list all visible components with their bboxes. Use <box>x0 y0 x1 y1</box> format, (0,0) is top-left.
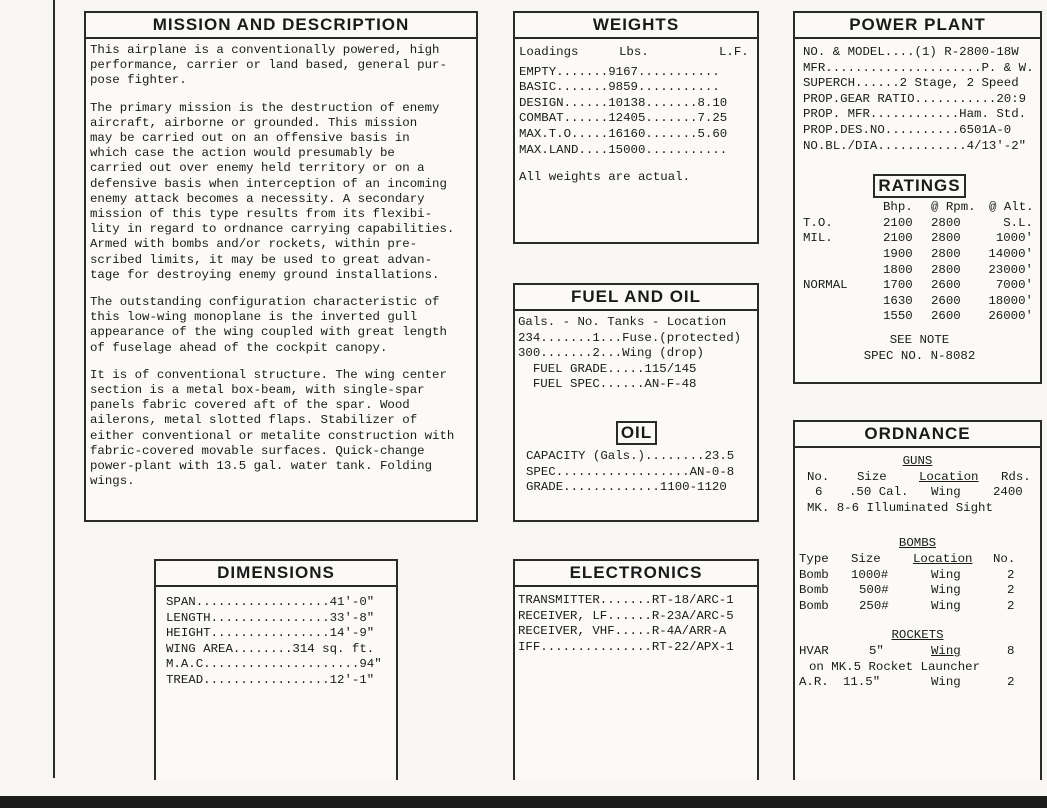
ratings-header-row <box>803 200 1036 216</box>
bombs-col-location: Location <box>913 551 973 566</box>
dimensions-body <box>156 587 396 689</box>
fuel-line: 234.......1...Fuse.(protected) <box>518 330 742 345</box>
bomb-location: Wing <box>931 583 961 598</box>
rating-label: T.O. <box>803 215 833 230</box>
weights-row: COMBAT......12405.......7.25 <box>519 111 728 126</box>
rating-label <box>803 309 883 325</box>
dimension-line: LENGTH................33'-8" <box>166 610 375 625</box>
weights-row: MAX.LAND....15000........... <box>519 142 728 157</box>
fuel-line: 300.......2...Wing (drop) <box>518 346 704 361</box>
see-note: SEE NOTE <box>889 332 950 347</box>
dimension-line: WING AREA........314 sq. ft. <box>166 641 375 656</box>
rating-alt: 23000' <box>988 262 1033 277</box>
guns-col-rds: Rds. <box>1001 469 1031 484</box>
guns-title: GUNS <box>902 454 933 468</box>
power-plant-line: NO.BL./DIA............4/13'-2" <box>803 138 1027 153</box>
bomb-size: 1000# <box>851 567 889 582</box>
power-plant-line: MFR.....................P. & W. <box>803 60 1034 75</box>
oil-line: GRADE.............1100-1120 <box>526 480 727 495</box>
guns-col-location: Location <box>919 469 979 484</box>
ratings-title: RATINGS <box>873 174 965 198</box>
rating-bhp: 1700 <box>883 278 913 293</box>
rating-bhp: 1800 <box>883 262 913 277</box>
rating-bhp: 1550 <box>883 309 913 324</box>
rating-bhp: 2100 <box>883 215 913 230</box>
rating-row <box>803 278 1036 294</box>
rocket-type: A.R. <box>799 675 829 690</box>
gun-sight: MK. 8-6 Illuminated Sight <box>807 500 993 515</box>
ordnance-box <box>793 420 1042 780</box>
guns-col-size: Size <box>857 469 887 484</box>
dimension-line: HEIGHT................14'-9" <box>166 626 375 641</box>
ordnance-body <box>795 448 1040 691</box>
weights-header-row <box>519 45 753 61</box>
rocket-size: 5" <box>869 643 884 658</box>
spec-number: SPEC NO. N-8082 <box>863 348 976 363</box>
rating-alt: S.L. <box>1003 215 1033 230</box>
bombs-title: BOMBS <box>898 536 937 551</box>
rating-bhp: 1630 <box>883 293 913 308</box>
rating-rpm: 2800 <box>931 246 961 261</box>
mission-description-box <box>84 11 478 522</box>
rocket-row <box>799 644 1036 660</box>
rating-bhp: 2100 <box>883 231 913 246</box>
rating-rpm: 2600 <box>931 278 961 293</box>
weights-col-lbs: Lbs. <box>619 45 649 59</box>
power-plant-line: NO. & MODEL....(1) R-2800-18W <box>803 45 1019 59</box>
rating-row <box>803 231 1036 247</box>
guns-no: 6 <box>815 485 823 500</box>
oil-line: CAPACITY (Gals.)........23.5 <box>526 448 735 463</box>
mission-paragraph-4: It is of conventional structure. The wing center section is a metal box-beam, with single-spar panels fabric covered aft of the spar. Wood ailerons, metal slotted flaps. Stabilizer of either conventional or metalite construction with fabric-covered movable surfaces. Quick-change power-plant with 13.5 gal. water tank. Folding wings. <box>90 367 455 489</box>
power-plant-line: PROP. MFR............Ham. Std. <box>803 107 1027 122</box>
rating-label: NORMAL <box>803 278 848 293</box>
rating-row <box>803 216 1036 232</box>
rating-alt: 14000' <box>988 246 1033 261</box>
left-margin-rule <box>53 0 55 778</box>
rating-row <box>803 294 1036 310</box>
bomb-row <box>799 568 1036 584</box>
rating-row <box>803 263 1036 279</box>
rocket-no: 8 <box>1007 643 1015 658</box>
oil-title-wrap <box>518 421 755 445</box>
bomb-row <box>799 583 1036 599</box>
rating-label <box>803 247 883 263</box>
electronics-line: RECEIVER, LF......R-23A/ARC-5 <box>518 608 734 623</box>
guns-row <box>799 485 1036 501</box>
mission-paragraph-3: The outstanding configuration characteristic of this low-wing monoplane is the inverted gull appearance of the wing coupled with great length of fuselage ahead of the cockpit canopy. <box>90 295 447 355</box>
bomb-no: 2 <box>1007 583 1015 598</box>
power-plant-line: PROP.GEAR RATIO...........20:9 <box>803 91 1027 106</box>
rating-alt: 7000' <box>995 278 1033 293</box>
rating-row <box>803 309 1036 325</box>
mission-paragraph-1: This airplane is a conventionally powered, high performance, carrier or land based, general pur- pose fighter. <box>90 43 447 88</box>
weights-row: EMPTY.......9167........... <box>519 64 720 79</box>
fuel-line: FUEL GRADE.....115/145 <box>518 361 697 376</box>
ratings-title-wrap <box>803 174 1036 198</box>
rating-label: MIL. <box>803 231 833 246</box>
guns-rds: 2400 <box>993 485 1023 500</box>
power-plant-line: SUPERCH......2 Stage, 2 Speed <box>803 76 1019 91</box>
power-plant-box <box>793 11 1042 384</box>
weights-row: MAX.T.O.....16160.......5.60 <box>519 126 728 141</box>
rating-label <box>803 263 883 279</box>
power-plant-title: POWER PLANT <box>795 13 1040 39</box>
bomb-type: Bomb <box>799 567 829 582</box>
electronics-line: IFF...............RT-22/APX-1 <box>518 639 734 654</box>
electronics-title: ELECTRONICS <box>515 561 757 587</box>
fuel-body <box>515 311 757 496</box>
electronics-box <box>513 559 759 780</box>
rocket-type: HVAR <box>799 643 829 658</box>
bombs-col-size: Size <box>851 551 881 566</box>
ratings-col-alt: @ Alt. <box>989 200 1034 215</box>
power-plant-line: PROP.DES.NO..........6501A-0 <box>803 122 1012 137</box>
rocket-launcher: on MK.5 Rocket Launcher <box>809 659 981 674</box>
bombs-header-row <box>799 552 1036 568</box>
weights-row: BASIC.......9859........... <box>519 80 720 95</box>
weights-col-loadings: Loadings <box>519 45 579 59</box>
dimension-line: SPAN..................41'-0" <box>166 595 375 609</box>
weights-col-lf: L.F. <box>719 45 749 59</box>
guns-header-row <box>799 470 1036 486</box>
weights-title: WEIGHTS <box>515 13 757 39</box>
dimension-line: TREAD.................12'-1" <box>166 672 375 687</box>
weights-note: All weights are actual. <box>519 170 691 185</box>
bomb-no: 2 <box>1007 598 1015 613</box>
oil-title: OIL <box>616 421 657 445</box>
rockets-title: ROCKETS <box>891 628 944 643</box>
rating-rpm: 2600 <box>931 293 961 308</box>
rocket-no: 2 <box>1007 675 1015 690</box>
electronics-line: RECEIVER, VHF.....R-4A/ARR-A <box>518 624 727 639</box>
bottom-edge-bar <box>0 796 1047 808</box>
ratings-col-bhp: Bhp. <box>883 200 913 215</box>
bomb-type: Bomb <box>799 598 829 613</box>
rating-rpm: 2800 <box>931 215 961 230</box>
rocket-size: 11.5" <box>843 675 881 690</box>
oil-line: SPEC..................AN-0-8 <box>526 464 735 479</box>
mission-body <box>86 39 476 489</box>
rating-rpm: 2800 <box>931 262 961 277</box>
bombs-col-type: Type <box>799 551 829 566</box>
bomb-location: Wing <box>931 567 961 582</box>
weights-box <box>513 11 759 244</box>
dimension-line: M.A.C.....................94" <box>166 657 382 672</box>
weights-row: DESIGN......10138.......8.10 <box>519 95 728 110</box>
rocket-location: Wing <box>931 675 961 690</box>
rating-bhp: 1900 <box>883 246 913 261</box>
rating-alt: 26000' <box>988 309 1033 324</box>
guns-location: Wing <box>931 485 961 500</box>
rating-rpm: 2800 <box>931 231 961 246</box>
rocket-row <box>799 675 1036 691</box>
guns-col-no: No. <box>807 469 830 484</box>
dimensions-box <box>154 559 398 780</box>
bomb-no: 2 <box>1007 567 1015 582</box>
weights-body <box>515 39 757 186</box>
guns-size: .50 Cal. <box>849 485 909 500</box>
bomb-type: Bomb <box>799 583 829 598</box>
rating-rpm: 2600 <box>931 309 961 324</box>
bomb-row <box>799 599 1036 615</box>
electronics-line: TRANSMITTER.......RT-18/ARC-1 <box>518 593 734 607</box>
rating-alt: 18000' <box>988 293 1033 308</box>
fuel-oil-title: FUEL AND OIL <box>515 285 757 311</box>
mission-paragraph-2: The primary mission is the destruction of enemy aircraft, airborne or grounded. This mission may be carried out on an offensive basis in which case the action would presumably be carried out over enemy held territory or on a defensive basis when interception of an incoming enemy attack becomes a necessity. A secondary mission of this type results from its flexibi- lity in regard to ordnance carrying capabilities. Armed with bombs and/or rockets, within pre- scribed limits, it may be used to great advan- tage for destroying enemy ground installations. <box>90 100 455 282</box>
rating-alt: 1000' <box>995 231 1033 246</box>
dimensions-title: DIMENSIONS <box>156 561 396 587</box>
ratings-col-rpm: @ Rpm. <box>931 200 976 215</box>
bomb-size: 500# <box>859 583 889 598</box>
oil-body <box>518 449 755 496</box>
bomb-location: Wing <box>931 598 961 613</box>
rating-label <box>803 294 883 310</box>
ordnance-title: ORDNANCE <box>795 422 1040 448</box>
rating-row <box>803 247 1036 263</box>
fuel-line: FUEL SPEC......AN-F-48 <box>518 377 697 392</box>
bomb-size: 250# <box>859 598 889 613</box>
fuel-line: Gals. - No. Tanks - Location <box>518 315 727 329</box>
fuel-oil-box <box>513 283 759 522</box>
bombs-col-no: No. <box>993 551 1016 566</box>
power-plant-body <box>795 39 1040 364</box>
rocket-location: Wing <box>931 643 961 658</box>
electronics-body <box>515 587 757 655</box>
mission-title: MISSION AND DESCRIPTION <box>86 13 476 39</box>
